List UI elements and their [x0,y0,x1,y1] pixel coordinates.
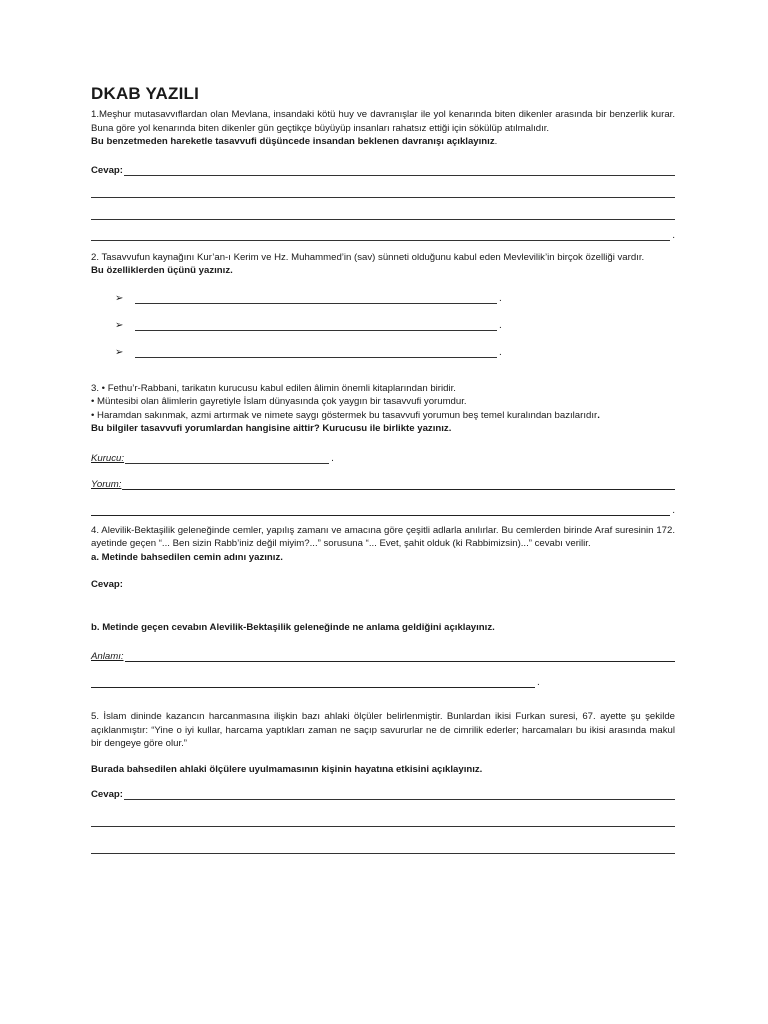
q5-instruction: Burada bahsedilen ahlaki ölçülere uyulmamasının kişinin hayatına etkisini açıklayınız. [91,763,483,775]
q4-a-instruction: a. Metinde bahsedilen cemin adını yazınız. [91,551,283,563]
q5-answer-line-2[interactable] [91,800,675,827]
question-3 [91,382,675,516]
q1-instruction: Bu benzetmeden hareketle tasavvufi düşüncede insandan beklenen davranışı açıklayınız. [91,136,498,147]
q5-text: 5. İslam dininde kazancın harcanmasına ilişkin bazı ahlaki ölçüler belirlenmiştir. Bunlardan ikisi Furkan suresi, 67. ayette şu şekilde açıklanmıştır: “Yine o iyi kullar, harcama yaptıkları zaman ne saçıp savururlar ne de cimrilik ederler; harcamaları bu ikisi arasında makul bir dengeye göre olur.” [91,711,675,749]
question-2 [91,251,675,358]
exam-page [91,84,675,854]
q1-answer-line-2[interactable] [91,176,675,198]
q3-comment-line-2[interactable]: . [91,490,675,516]
q3-instruction: Bu bilgiler tasavvufi yorumlardan hangisine aittir? Kurucusu ile birlikte yazınız. [91,423,452,434]
q3-line-3: • Haramdan sakınmak, azmi artırmak ve nimete saygı göstermek bu tasavvufi yorumun beş temel kuralından bazılarıdır. [91,409,600,421]
arrow-bullet-icon: ➢ [115,319,124,331]
q1-answer-line-4[interactable]: . [91,220,675,241]
q3-comment-label: Yorum: [91,478,122,490]
q3-comment-line[interactable] [91,476,675,490]
q2-text: 2. Tasavvufun kaynağını Kur’an-ı Kerim ve Hz. Muhammed’in (sav) sünneti olduğunu kabul eden Mevlevilik’in birçok özelliği vardır. [91,251,645,263]
q1-answer-line-3[interactable] [91,198,675,220]
q1-answer-line[interactable] [91,162,675,176]
q2-answer-2[interactable]: ➢ . [115,319,502,331]
q5-answer-line-3[interactable] [91,827,675,854]
q3-line-1: 3. • Fethu’r-Rabbani, tarikatın kurucusu kabul edilen âlimin önemli kitaplarından biridir. [91,382,456,394]
arrow-bullet-icon: ➢ [115,346,124,358]
q5-answer-label: Cevap: [91,789,123,800]
q1-text: 1.Meşhur mutasavvıflardan olan Mevlana, insandaki kötü huy ve davranışlar ile yol kenarında biten dikenler arasında bir benzerlik kurar. Buna göre yol kenarında biten dikenler gün geçtikçe büyüyüp insanları rahatsız ettiği için sökülüp atılmalıdır. [91,109,675,134]
q1-answer-label: Cevap: [91,164,123,176]
arrow-bullet-icon: ➢ [115,292,124,304]
q2-answer-3[interactable]: ➢ . [115,346,502,358]
question-4 [91,524,675,689]
q3-founder-label: Kurucu: [91,452,125,464]
question-1 [91,108,675,241]
q4-meaning-label: Anlamı: [91,651,124,662]
q4-meaning-line-2[interactable]: . [91,662,675,688]
q5-answer-line[interactable] [91,786,675,800]
q3-line-2: • Müntesibi olan âlimlerin gayretiyle İslam dünyasında çok yaygın bir tasavvufi yorumdur. [91,396,467,407]
q2-answer-1[interactable]: ➢ . [115,292,502,304]
q4-meaning-line[interactable] [91,648,675,662]
q3-founder-line[interactable]: Kurucu: . [91,452,334,464]
q2-instruction: Bu özelliklerden üçünü yazınız. [91,265,233,276]
question-5 [91,710,675,854]
q4-text: 4. Alevilik-Bektaşilik geleneğinde cemler, yapılış zamanı ve amacına göre çeşitli adlarla anılırlar. Bu cemlerden birinde Araf suresinin 172. ayetinde geçen “... Ben sizin Rabb’iniz değil miyim?...” sorusuna “... Evet, şahit olduk (ki Rabbimizsin)...” cevabı verilir. [91,524,675,549]
page-title: DKAB YAZILI [91,84,199,103]
q4-answer-label[interactable]: Cevap: [91,579,123,590]
q4-b-instruction: b. Metinde geçen cevabın Alevilik-Bektaşilik geleneğinde ne anlama geldiğini açıklayınız. [91,621,495,633]
